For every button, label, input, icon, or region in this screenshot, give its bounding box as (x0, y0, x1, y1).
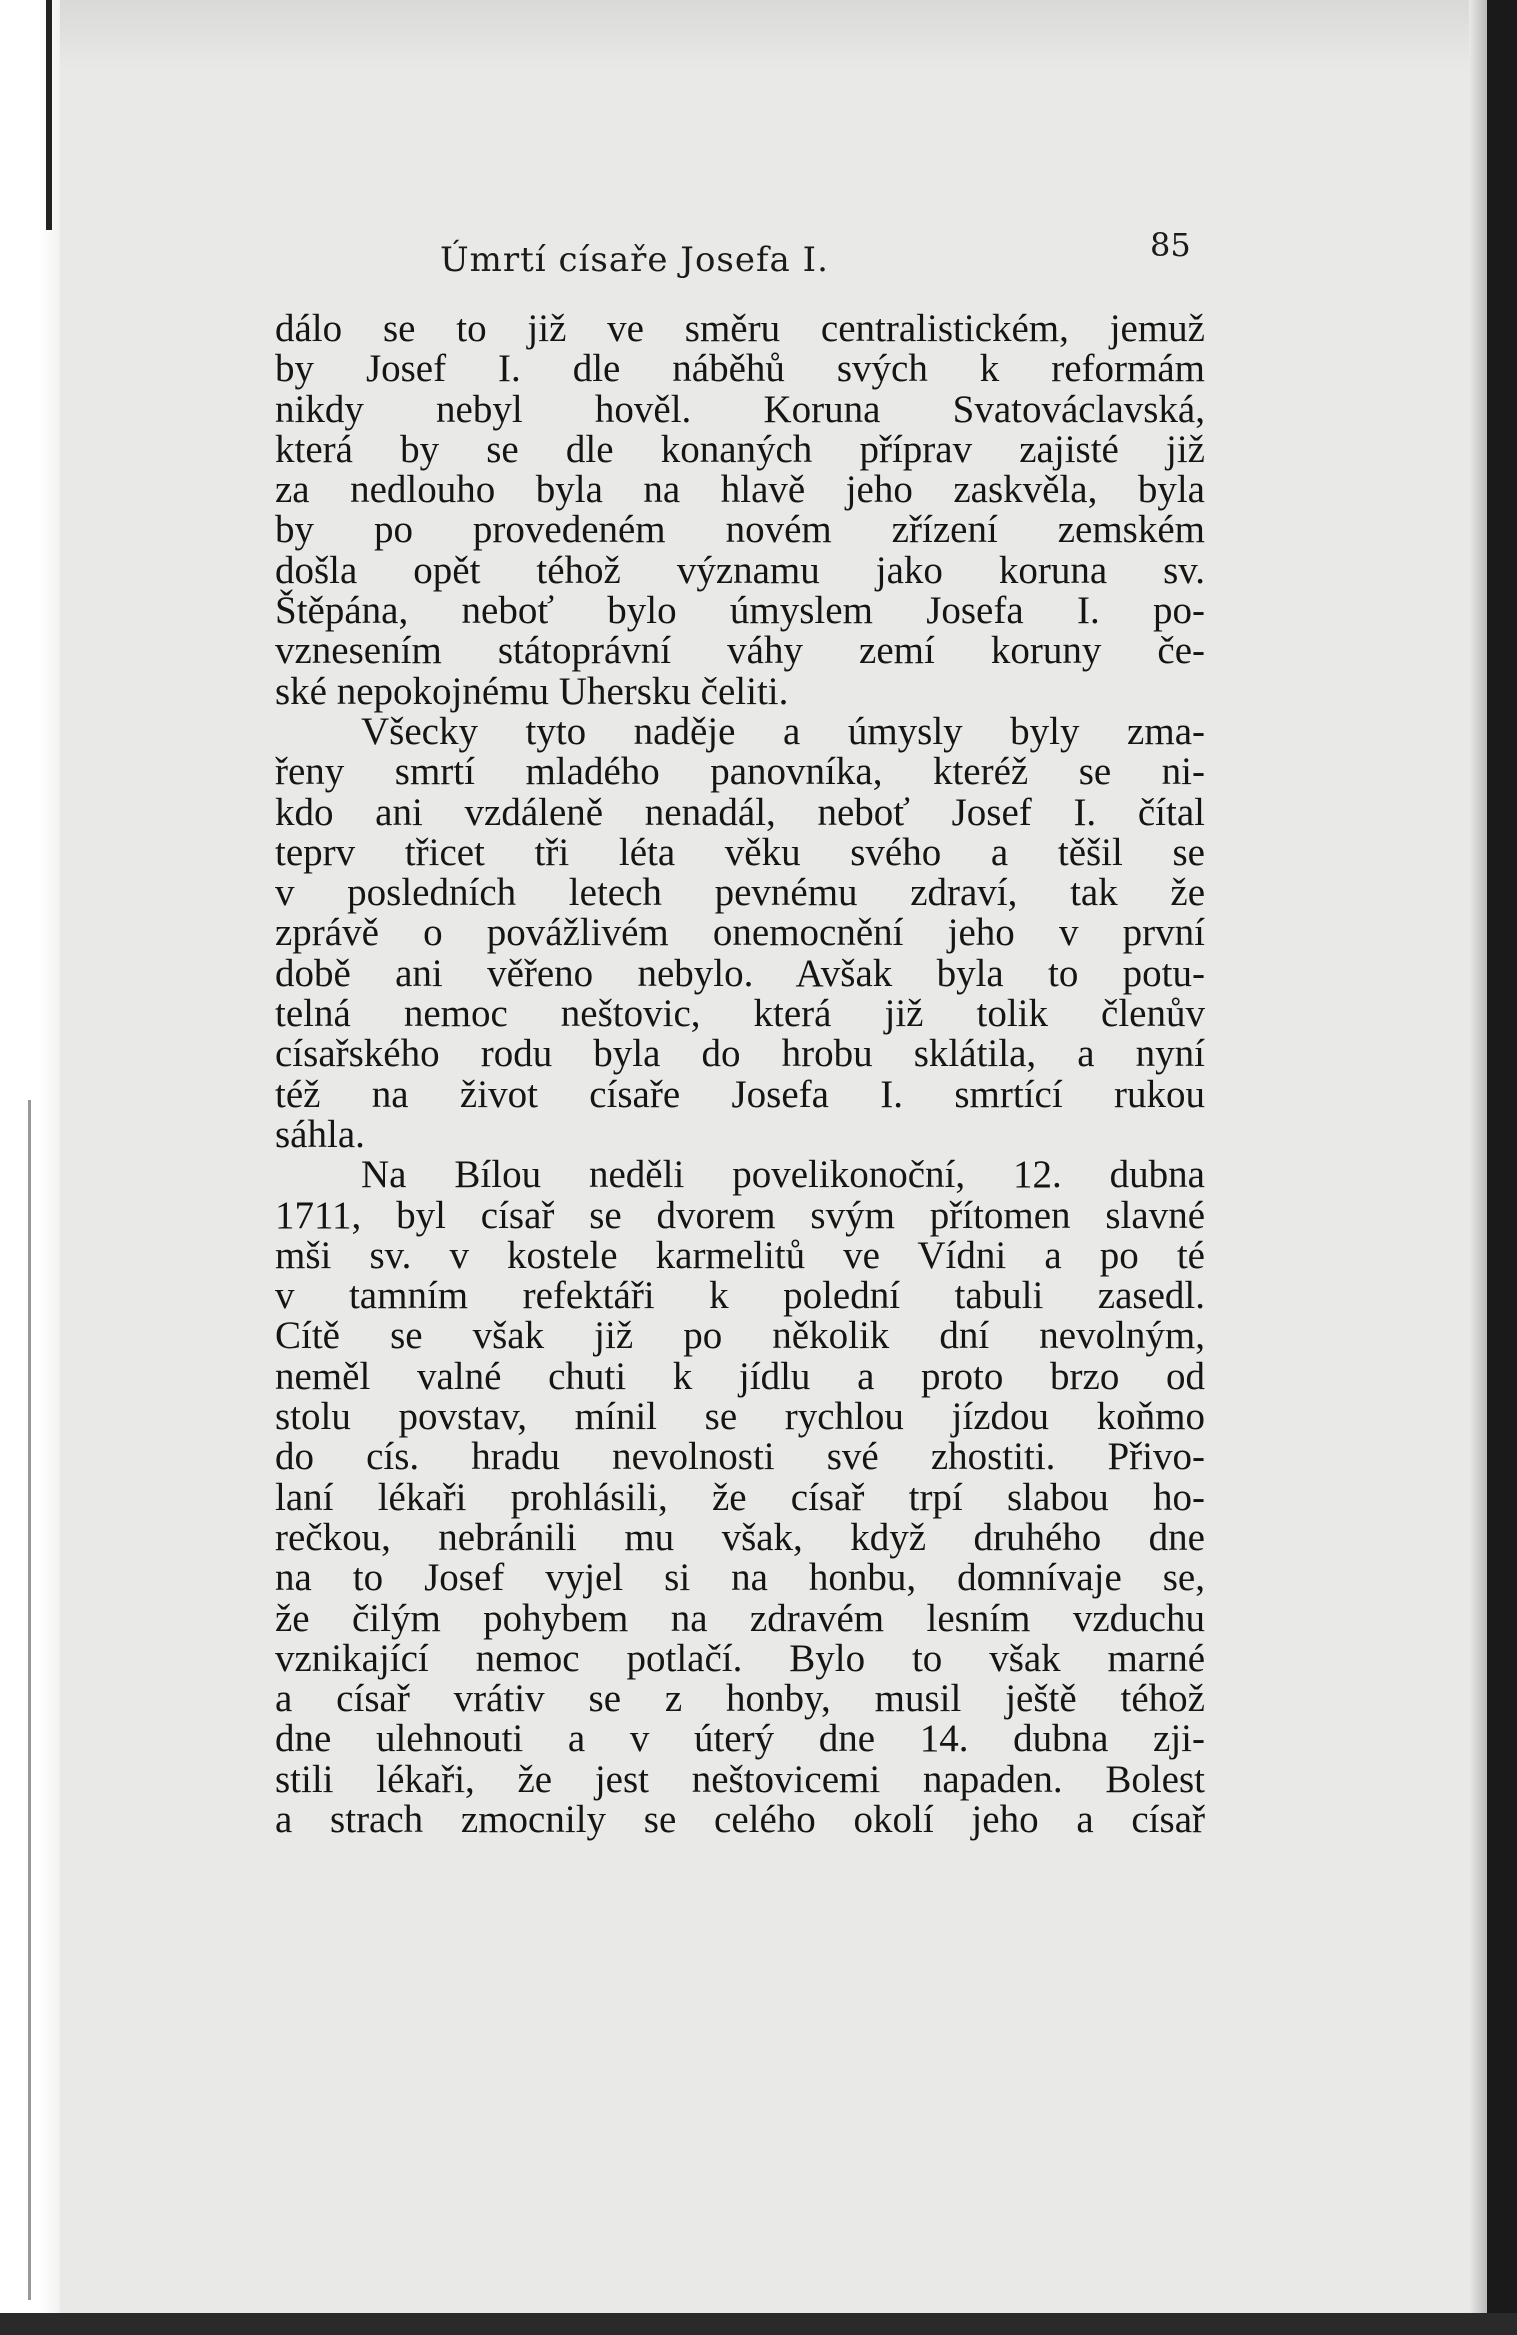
page-bottom-edge (0, 2313, 1517, 2335)
text-line: stili lékaři, že jest neštovicemi napaden. Bolest (275, 1757, 1205, 1801)
page-right-shadow (1469, 0, 1487, 2335)
text-line: neměl valné chuti k jídlu a proto brzo od (275, 1354, 1205, 1398)
gutter-line (28, 1100, 31, 2300)
text-line: mši sv. v kostele karmelitů ve Vídni a po té (275, 1233, 1205, 1277)
text-line: laní lékaři prohlásili, že císař trpí slabou ho- (275, 1475, 1205, 1519)
text-line: Na Bílou neděli povelikonoční, 12. dubna (361, 1153, 1205, 1197)
text-line: též na život císaře Josefa I. smrtící rukou (275, 1072, 1205, 1116)
text-line: dálo se to již ve směru centralistickém, jemuž (275, 307, 1205, 350)
text-line: která by se dle konaných příprav zajisté již (275, 427, 1205, 471)
binding-edge-mark (46, 0, 52, 230)
text-line: došla opět téhož významu jako koruna sv. (275, 548, 1205, 592)
text-line: vznikající nemoc potlačí. Bylo to však marné (275, 1636, 1205, 1680)
page-number: 85 (1150, 226, 1191, 264)
text-line: by po provedeném novém zřízení zemském (275, 508, 1205, 552)
text-line: Cítě se však již po několik dní nevolným, (275, 1314, 1205, 1358)
text-line: a císař vrátiv se z honby, musil ještě téhož (275, 1677, 1205, 1721)
text-line: a strach zmocnily se celého okolí jeho a císař (275, 1797, 1205, 1841)
text-line: v posledních letech pevnému zdraví, tak že (275, 871, 1205, 915)
text-line: na to Josef vyjel si na honbu, domnívaje se, (275, 1556, 1205, 1600)
body-text (275, 309, 1205, 1840)
text-line: by Josef I. dle náběhů svých k reformám (275, 347, 1205, 391)
page-right-edge (1487, 0, 1517, 2335)
page-top-shadow (40, 0, 1500, 70)
text-line: řeny smrtí mladého panovníka, kteréž se ni- (275, 750, 1205, 794)
text-line: telná nemoc neštovic, která již tolik členův (275, 992, 1205, 1036)
text-line: ské nepokojnému Uhersku čeliti. (275, 669, 789, 713)
text-line: 1711, byl císař se dvorem svým přítomen slavné (275, 1193, 1205, 1237)
text-line: Štěpána, neboť bylo úmyslem Josefa I. po- (275, 589, 1205, 633)
text-line: do cís. hradu nevolnosti své zhostiti. Přivo- (275, 1435, 1205, 1479)
text-line: kdo ani vzdáleně nenadál, neboť Josef I. čítal (275, 790, 1205, 834)
text-line: teprv třicet tři léta věku svého a těšil se (275, 830, 1205, 874)
text-line: sáhla. (275, 1112, 365, 1156)
text-line: rečkou, nebránili mu však, když druhého dne (275, 1515, 1205, 1559)
text-line: stolu povstav, mínil se rychlou jízdou koňmo (275, 1395, 1205, 1439)
text-line: době ani věřeno nebylo. Avšak byla to potu- (275, 951, 1205, 995)
text-line: že čilým pohybem na zdravém lesním vzduchu (275, 1596, 1205, 1640)
text-line: zprávě o povážlivém onemocnění jeho v první (275, 911, 1205, 955)
text-line: Všecky tyto naděje a úmysly byly zma- (361, 709, 1205, 753)
text-line: nikdy nebyl hověl. Koruna Svatováclavská, (275, 387, 1205, 431)
text-line: dne ulehnouti a v úterý dne 14. dubna zji- (275, 1717, 1205, 1761)
text-line: za nedlouho byla na hlavě jeho zaskvěla, byla (275, 468, 1205, 512)
running-title: Úmrtí císaře Josefa I. (440, 240, 829, 280)
text-line: vznesením státoprávní váhy zemí koruny če- (275, 629, 1205, 673)
text-line: císařského rodu byla do hrobu sklátila, a nyní (275, 1032, 1205, 1076)
text-line: v tamním refektáři k polední tabuli zasedl. (275, 1274, 1205, 1318)
